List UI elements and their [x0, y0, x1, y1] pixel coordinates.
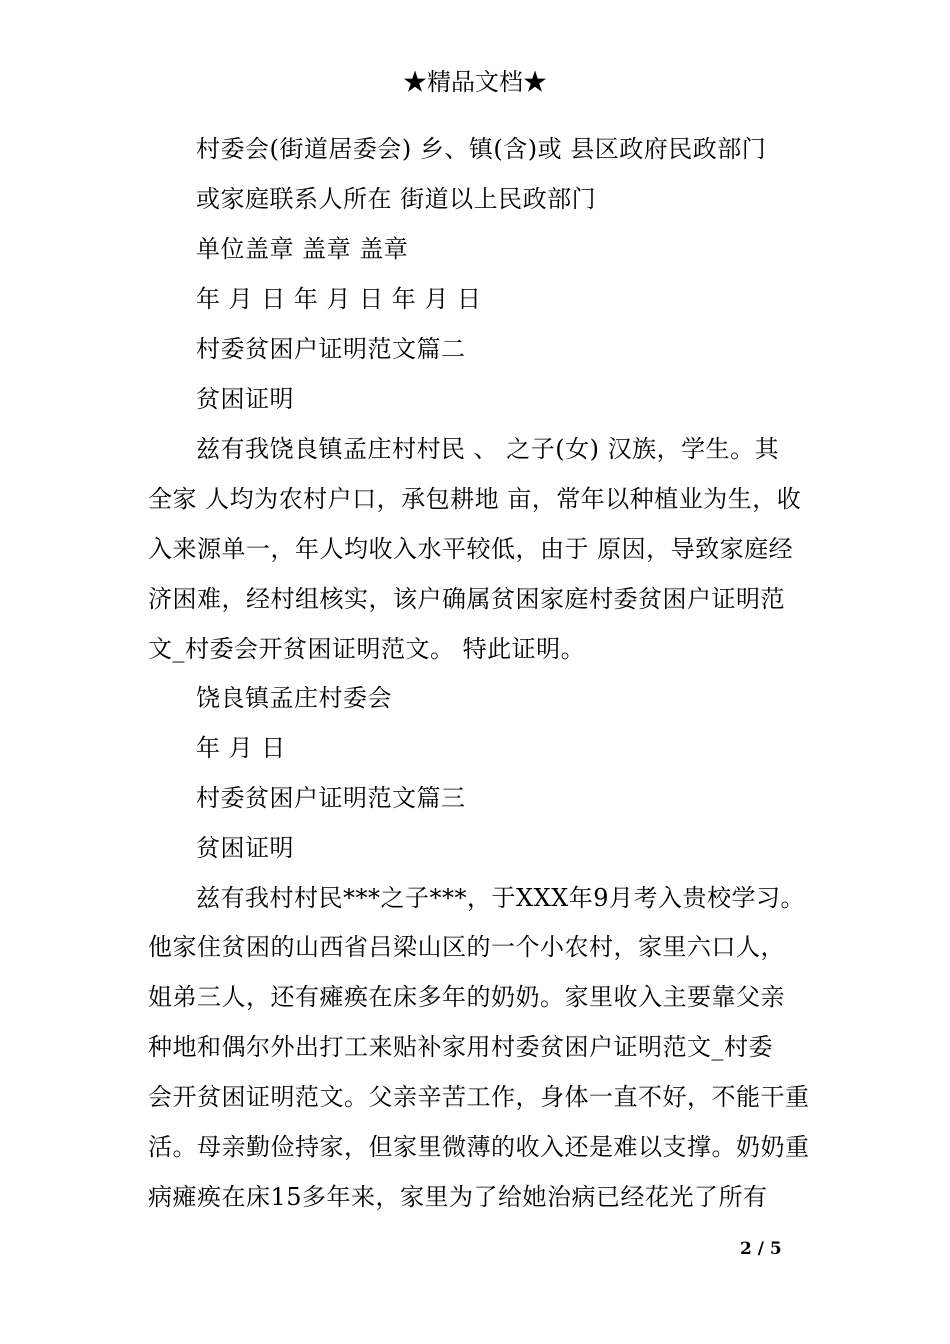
paragraph-line: 种地和偶尔外出打工来贴补家用村委贫困户证明范文_村委 — [148, 1033, 773, 1061]
paragraph-line: 活。母亲勤俭持家，但家里微薄的收入还是难以支撑。奶奶重 — [148, 1133, 810, 1161]
paragraph-line: 济困难，经村组核实，该户确属贫困家庭村委贫困户证明范 — [148, 585, 785, 613]
text-line: 村委会(街道居委会) 乡、镇(含)或 县区政府民政部门 — [196, 135, 767, 163]
text-line: 或家庭联系人所在 街道以上民政部门 — [196, 185, 597, 213]
certificate-title: 贫困证明 — [196, 385, 294, 413]
paragraph-line: 兹有我村村民***之子***，于XXX年9月考入贵校学习。 — [196, 884, 806, 912]
paragraph-line: 文_村委会开贫困证明范文。 特此证明。 — [148, 635, 586, 663]
paragraph-line: 会开贫困证明范文。父亲辛苦工作，身体一直不好，不能干重 — [148, 1083, 810, 1111]
section-heading: 村委贫困户证明范文篇三 — [196, 784, 466, 812]
paragraph-line: 兹有我饶良镇孟庄村村民 、 之子(女) 汉族，学生。其 — [196, 435, 780, 463]
paragraph-line: 全家 人均为农村户口，承包耕地 亩，常年以种植业为生，收 — [148, 485, 802, 513]
section-heading: 村委贫困户证明范文篇二 — [196, 335, 466, 363]
text-line: 年 月 日 年 月 日 年 月 日 — [196, 285, 482, 313]
paragraph-line: 入来源单一，年人均收入水平较低，由于 原因，导致家庭经 — [148, 535, 794, 563]
page-number: 2 / 5 — [740, 1239, 782, 1259]
text-line: 单位盖章 盖章 盖章 — [196, 235, 409, 263]
certificate-title: 贫困证明 — [196, 834, 294, 862]
document-header: ★精品文档★ — [403, 68, 547, 96]
signature-line: 饶良镇孟庄村委会 — [196, 684, 392, 712]
paragraph-line: 他家住贫困的山西省吕梁山区的一个小农村，家里六口人， — [148, 933, 785, 961]
date-line: 年 月 日 — [196, 734, 286, 762]
paragraph-line: 姐弟三人，还有瘫痪在床多年的奶奶。家里收入主要靠父亲 — [148, 983, 785, 1011]
paragraph-line: 病瘫痪在床15多年来，家里为了给她治病已经花光了所有 — [148, 1183, 768, 1211]
